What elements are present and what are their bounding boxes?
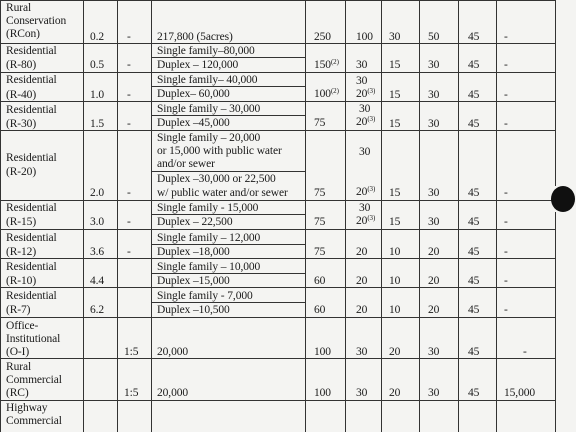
side-yard-cell: 20 [389,346,401,358]
rear-yard-cell: 50 [428,31,440,43]
extra-cell: - [504,59,508,71]
height-cell: 45 [468,216,480,228]
grid-line [151,115,305,116]
front-yard-cell: 20 [356,304,368,316]
lot-area-line: Single family – 10,000 [157,261,261,273]
height-cell: 45 [468,346,480,358]
grid-line [83,0,84,432]
district-line: (R-12) [6,246,37,258]
district-line: Residential [6,290,57,302]
front-yard-cell: 30 [359,103,371,115]
lot-area-line: Single family - 15,000 [157,202,259,214]
district-line: Institutional [6,333,61,345]
side-yard-cell: 15 [389,187,401,199]
far-cell: 0.2 [90,31,105,43]
lot-area-line: or 15,000 with public water [157,145,282,157]
district-line: (RCon) [6,28,40,40]
grid-line [151,244,305,245]
grid-line [305,0,306,432]
grid-line [381,0,382,432]
district-line: Residential [6,261,57,273]
front-yard-cell: 100 [356,31,373,43]
side-yard-cell: 30 [389,31,401,43]
grid-line [555,212,556,432]
frontage-cell: 60 [314,275,326,287]
district-line: (R-80) [6,59,37,71]
frontage-cell: 75 [314,117,326,129]
district-line: Commercial [6,374,62,386]
height-cell: 45 [468,89,480,101]
lot-area-line: Duplex– 60,000 [157,88,230,100]
lot-area-line: w/ public water and/or sewer [157,187,288,199]
hole-punch-mark [551,186,575,212]
lot-area-line: 20,000 [157,387,189,399]
height-cell: 45 [468,275,480,287]
district-line: Rural [6,2,32,14]
height-cell: 45 [468,59,480,71]
rear-yard-cell: 30 [428,187,440,199]
extra-cell: - [504,246,508,258]
side-yard-cell: 10 [389,304,401,316]
front-yard-alt-cell: 20$^{(3)}$ [356,115,376,128]
ratio-cell: - [127,187,131,199]
grid-line [151,171,305,172]
side-yard-cell: 10 [389,275,401,287]
front-yard-cell: 30 [356,387,368,399]
grid-line [419,0,420,432]
side-yard-cell: 10 [389,246,401,258]
grid-line [496,0,497,432]
height-cell: 45 [468,246,480,258]
frontage-cell: 100$^{(2)}$ [314,87,339,100]
height-cell: 45 [468,304,480,316]
rear-yard-cell: 20 [428,275,440,287]
district-line: (R-20) [6,166,37,178]
front-yard-cell: 30 [356,346,368,358]
lot-area-line: Duplex – 120,000 [157,59,239,71]
district-line: Residential [6,104,57,116]
height-cell: 45 [468,118,480,130]
extra-cell: - [504,118,508,130]
ratio-cell: - [127,246,131,258]
district-line: Residential [6,152,57,164]
frontage-cell: 75 [314,216,326,228]
district-line: Commercial [6,415,62,427]
lot-area-line: Single family - 7,000 [157,290,253,302]
lot-area-line: Single family–80,000 [157,45,255,57]
front-yard-alt-cell: 20$^{(3)}$ [356,214,376,227]
frontage-cell: 60 [314,304,326,316]
rear-yard-cell: 30 [428,346,440,358]
lot-area-line: Duplex – 22,500 [157,216,233,228]
front-yard-cell: 20 [356,275,368,287]
ratio-cell: - [127,89,131,101]
district-line: Conservation [6,15,67,27]
far-cell: 6.2 [90,304,105,316]
lot-area-line: Duplex –45,000 [157,117,230,129]
lot-area-line: Duplex –18,000 [157,246,230,258]
lot-area-line: Duplex –30,000 or 22,500 [157,173,276,185]
district-line: (R-15) [6,216,37,228]
far-cell: 3.0 [90,216,105,228]
front-yard-cell: 30 [359,202,371,214]
lot-area-line: Single family– 40,000 [157,74,258,86]
side-yard-cell: 20 [389,387,401,399]
far-cell: 1.5 [90,118,105,130]
ratio-cell: 1:5 [124,346,139,358]
grid-line [151,302,305,303]
front-yard-cell: 30 [356,75,368,87]
grid-line [151,86,305,87]
far-cell: 1.0 [90,89,105,101]
district-line: (R-10) [6,275,37,287]
side-yard-cell: 15 [389,59,401,71]
side-yard-cell: 15 [389,118,401,130]
far-cell: 0.5 [90,59,105,71]
district-line: Residential [6,74,57,86]
ratio-cell: - [127,31,131,43]
height-cell: 45 [468,387,480,399]
extra-cell: - [504,31,508,43]
side-yard-cell: 15 [389,216,401,228]
ratio-cell: - [127,59,131,71]
rear-yard-cell: 30 [428,387,440,399]
lot-area-line: Duplex –10,500 [157,304,230,316]
frontage-cell: 100 [314,387,331,399]
grid-line [117,0,118,432]
district-line: Residential [6,202,57,214]
rear-yard-cell: 30 [428,118,440,130]
frontage-cell: 75 [314,187,326,199]
district-line: (RC) [6,387,29,399]
frontage-cell: 100 [314,346,331,358]
front-yard-alt-cell: 20$^{(3)}$ [356,185,376,198]
district-line: Highway [6,402,48,414]
front-yard-cell: 30 [356,59,368,71]
lot-area-line: Duplex –15,000 [157,275,230,287]
district-line: (R-7) [6,304,31,316]
extra-cell: - [504,89,508,101]
ratio-cell: - [127,118,131,130]
district-line: (O-I) [6,346,30,358]
ratio-cell: - [127,216,131,228]
ratio-cell: 1:5 [124,387,139,399]
district-line: (R-30) [6,118,37,130]
height-cell: 45 [468,31,480,43]
far-cell: 3.6 [90,246,105,258]
district-line: (R-40) [6,89,37,101]
extra-cell: - [504,216,508,228]
grid-line [555,0,556,186]
rear-yard-cell: 20 [428,304,440,316]
side-yard-cell: 15 [389,89,401,101]
rear-yard-cell: 30 [428,216,440,228]
grid-line [151,0,152,432]
extra-cell: - [504,275,508,287]
frontage-cell: 150$^{(2)}$ [314,58,339,71]
front-yard-alt-cell: 20$^{(3)}$ [356,87,376,100]
grid-line [458,0,459,432]
grid-line [151,273,305,274]
grid-line [151,57,305,58]
extra-cell: 15,000 [504,387,536,399]
front-yard-cell: 30 [359,146,371,158]
extra-cell: - [504,304,508,316]
grid-line [0,0,1,432]
rear-yard-cell: 30 [428,89,440,101]
district-line: Rural [6,361,32,373]
lot-area-line: Single family – 12,000 [157,232,261,244]
district-line: Office- [6,320,39,332]
front-yard-cell: 20 [356,246,368,258]
lot-area-line: Single family – 20,000 [157,132,261,144]
extra-cell: - [504,187,508,199]
lot-area-line: and/or sewer [157,158,215,170]
lot-area-line: Single family – 30,000 [157,103,261,115]
far-cell: 4.4 [90,275,105,287]
lot-area-line: 217,800 (5acres) [157,31,233,43]
grid-line [345,0,346,432]
extra-cell: - [523,346,527,358]
far-cell: 2.0 [90,187,105,199]
lot-area-line: 20,000 [157,346,189,358]
rear-yard-cell: 20 [428,246,440,258]
district-line: Residential [6,232,57,244]
frontage-cell: 250 [314,31,331,43]
grid-line [151,214,305,215]
height-cell: 45 [468,187,480,199]
rear-yard-cell: 30 [428,59,440,71]
district-line: Residential [6,45,57,57]
frontage-cell: 75 [314,246,326,258]
